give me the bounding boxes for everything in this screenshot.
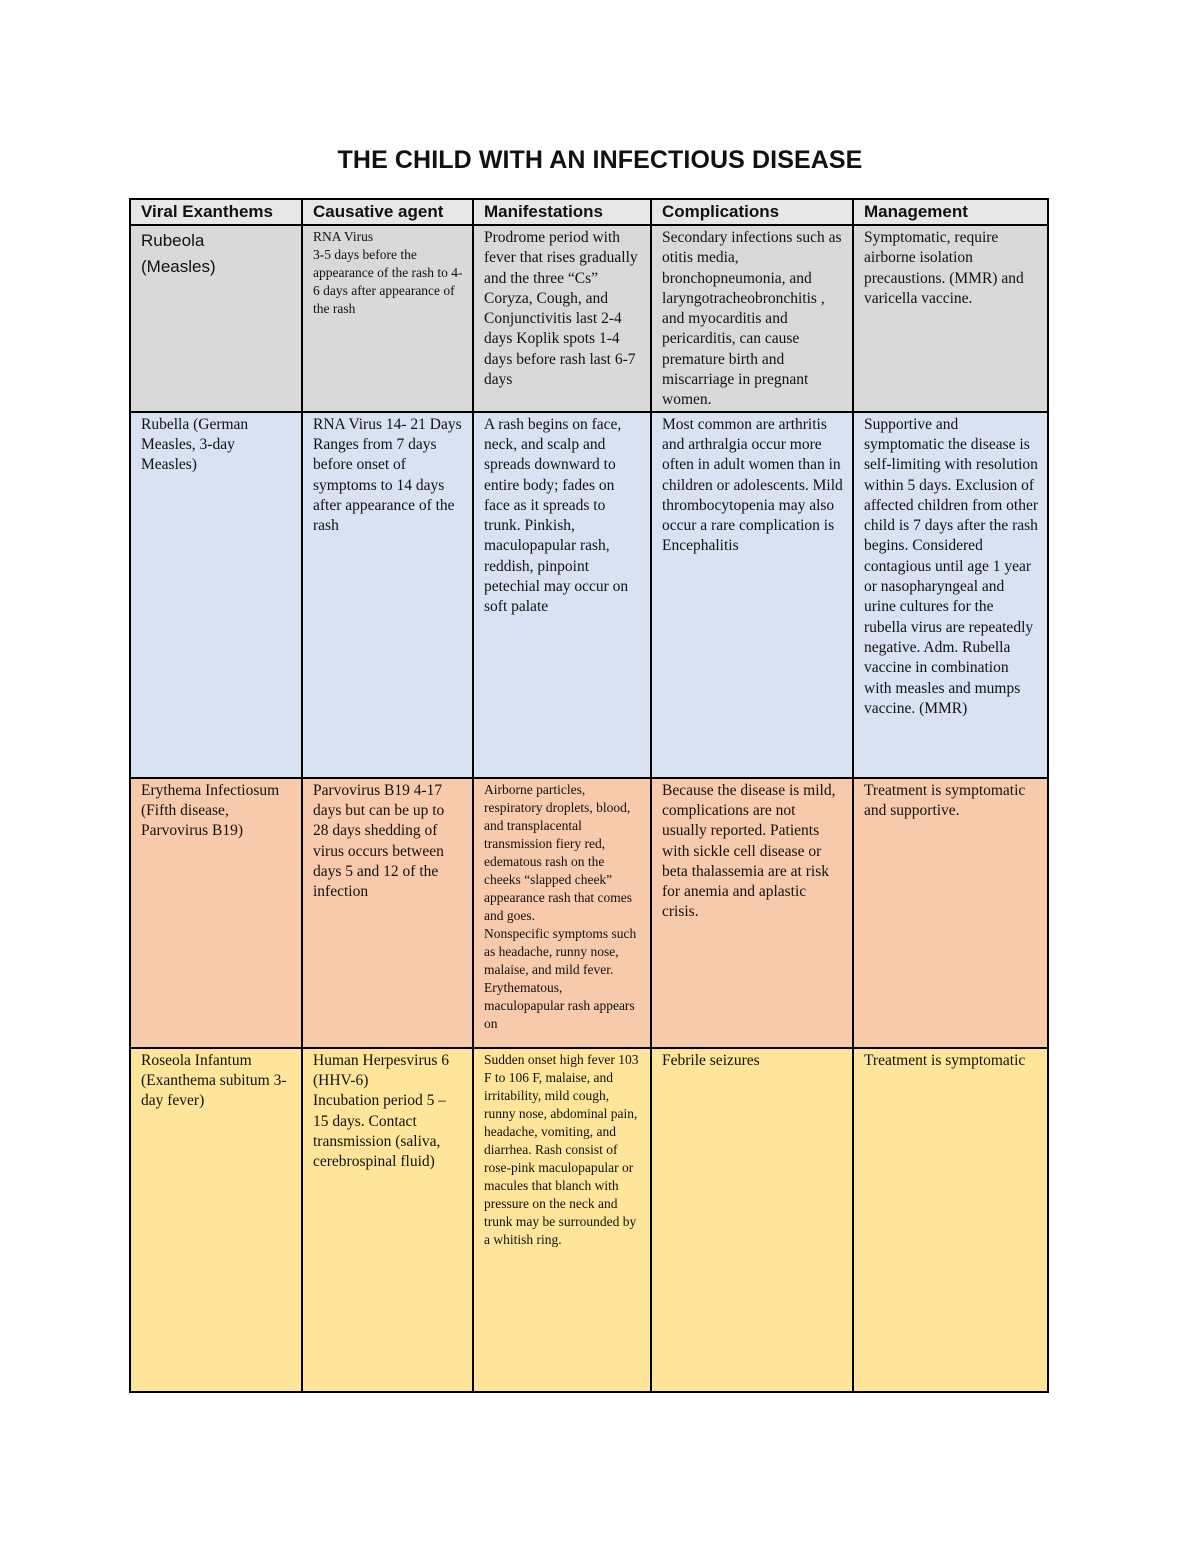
cell-management: Supportive and symptomatic the disease is self-limiting with resolution within 5 days. Exclusion of affected children from other child is 7 days after the rash begins. Considered contagious until age 1 year or nasopharyngeal and urine cultures for the rubella virus are repeatedly negative. Adm. Rubella vaccine in combination with measles and mumps vaccine. (MMR): [853, 412, 1048, 778]
cell-complications: Because the disease is mild, complications are not usually reported. Patients with sickle cell disease or beta thalassemia are at risk for anemia and aplastic crisis.: [651, 778, 853, 1048]
cell-management: Treatment is symptomatic: [853, 1048, 1048, 1392]
cell-disease: Erythema Infectiosum (Fifth disease, Parvovirus B19): [130, 778, 302, 1048]
disease-table: [129, 198, 1049, 1393]
header-management: Management: [853, 199, 1048, 225]
page-title: THE CHILD WITH AN INFECTIOUS DISEASE: [337, 146, 863, 174]
cell-manifestations: A rash begins on face, neck, and scalp and spreads downward to entire body; fades on face as it spreads to trunk. Pinkish, maculopapular rash, reddish, pinpoint petechial may occur on soft palate: [473, 412, 651, 778]
header-complications: Complications: [651, 199, 853, 225]
cell-manifestations: Prodrome period with fever that rises gradually and the three “Cs” Coryza, Cough, and Conjunctivitis last 2-4 days Koplik spots 1-4 days before rash last 6-7 days: [473, 225, 651, 412]
table-row: [130, 412, 1048, 778]
cell-management: Treatment is symptomatic and supportive.: [853, 778, 1048, 1048]
table-row: [130, 778, 1048, 1048]
cell-complications: Febrile seizures: [651, 1048, 853, 1392]
header-viral-exanthems: Viral Exanthems: [130, 199, 302, 225]
header-causative-agent: Causative agent: [302, 199, 473, 225]
cell-agent: RNA Virus 3-5 days before the appearance of the rash to 4-6 days after appearance of the rash: [302, 225, 473, 412]
cell-complications: Secondary infections such as otitis media, bronchopneumonia, and laryngotracheobronchitis , and myocarditis and pericarditis, can cause premature birth and miscarriage in pregnant women.: [651, 225, 853, 412]
header-manifestations: Manifestations: [473, 199, 651, 225]
cell-manifestations: Airborne particles, respiratory droplets, blood, and transplacental transmission fiery red, edematous rash on the cheeks “slapped cheek” appearance rash that comes and goes. Nonspecific symptoms such as headache, runny nose, malaise, and mild fever. Erythematous, maculopapular rash appears on: [473, 778, 651, 1048]
cell-manifestations: Sudden onset high fever 103 F to 106 F, malaise, and irritability, mild cough, runny nose, abdominal pain, headache, vomiting, and diarrhea. Rash consist of rose-pink maculopapular or macules that blanch with pressure on the neck and trunk may be surrounded by a whitish ring.: [473, 1048, 651, 1392]
cell-agent: RNA Virus 14- 21 Days Ranges from 7 days before onset of symptoms to 14 days after appearance of the rash: [302, 412, 473, 778]
cell-disease: Rubeola (Measles): [130, 225, 302, 412]
cell-agent: Parvovirus B19 4-17 days but can be up to 28 days shedding of virus occurs between days 5 and 12 of the infection: [302, 778, 473, 1048]
cell-agent: Human Herpesvirus 6 (HHV-6) Incubation period 5 – 15 days. Contact transmission (saliva, cerebrospinal fluid): [302, 1048, 473, 1392]
cell-disease: Rubella (German Measles, 3-day Measles): [130, 412, 302, 778]
table-header-row: [130, 199, 1048, 225]
cell-disease: Roseola Infantum (Exanthema subitum 3- day fever): [130, 1048, 302, 1392]
cell-complications: Most common are arthritis and arthralgia occur more often in adult women than in children or adolescents. Mild thrombocytopenia may also occur a rare complication is Encephalitis: [651, 412, 853, 778]
table-row: [130, 225, 1048, 412]
cell-management: Symptomatic, require airborne isolation precaustions. (MMR) and varicella vaccine.: [853, 225, 1048, 412]
table-row: [130, 1048, 1048, 1392]
